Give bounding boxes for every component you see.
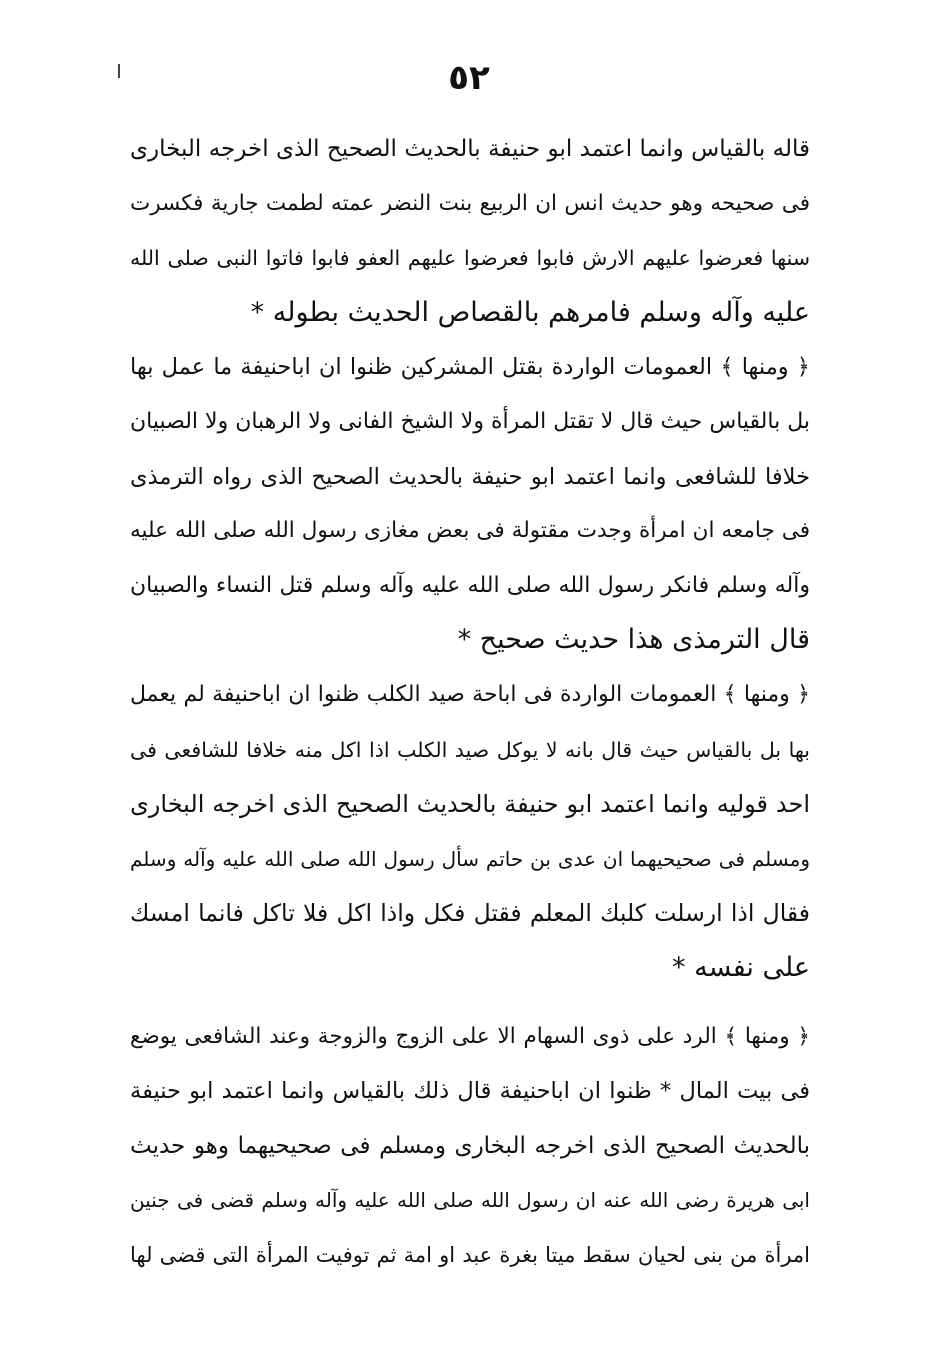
text-line: بها بل بالقياس حيث قال بانه لا يوكل صيد الكلب اذا اكل منه خلافا للشافعى فى bbox=[130, 737, 810, 762]
text-line: خلافا للشافعى وانما اعتمد ابو حنيفة بالحديث الصحيح الذى رواه الترمذى bbox=[130, 463, 810, 490]
text-line: وآله وسلم فانكر رسول الله صلى الله عليه وآله وسلم قتل النساء والصبيان bbox=[130, 572, 810, 598]
paragraph-gap bbox=[130, 996, 810, 1010]
text-line: فى بيت المال * ظنوا ان اباحنيفة قال ذلك بالقياس وانما اعتمد ابو حنيفة bbox=[130, 1078, 810, 1105]
text-line: عليه وآله وسلم فامرهم بالقصاص الحديث بطوله * bbox=[250, 296, 810, 328]
text-line: بالحديث الصحيح الذى اخرجه البخارى ومسلم فى صحيحيهما وهو حديث bbox=[130, 1132, 810, 1159]
text-line: احد قوليه وانما اعتمد ابو حنيفة بالحديث الصحيح الذى اخرجه البخارى bbox=[130, 790, 810, 819]
text-line: امرأة من بنى لحيان سقط ميتا بغرة عبد او امة ثم توفيت المرأة التى قضى لها bbox=[130, 1242, 810, 1267]
body-text bbox=[130, 122, 810, 1282]
text-line: سنها فعرضوا عليهم الارش فابوا فعرضوا عليهم العفو فابوا فاتوا النبى صلى الله bbox=[130, 246, 810, 271]
text-line: على نفسه * bbox=[672, 951, 810, 983]
text-line: قاله بالقياس وانما اعتمد ابو حنيفة بالحديث الصحيح الذى اخرجه البخارى bbox=[130, 136, 810, 162]
text-line: فى جامعه ان امرأة وجدت مقتولة فى بعض مغازى رسول الله صلى الله عليه bbox=[130, 518, 810, 544]
text-line: فى صحيحه وهو حديث انس ان الربيع بنت النضر عمته لطمت جارية فكسرت bbox=[130, 190, 810, 216]
text-line: ﴿ ومنها ﴾ الرد على ذوى السهام الا على الزوج والزوجة وعند الشافعى يوضع bbox=[130, 1023, 810, 1049]
text-line: ﴿ ومنها ﴾ العمومات الواردة فى اباحة صيد الكلب ظنوا ان اباحنيفة لم يعمل bbox=[130, 681, 810, 707]
text-line: ﴿ ومنها ﴾ العمومات الواردة بقتل المشركين ظنوا ان اباحنيفة ما عمل بها bbox=[130, 354, 810, 381]
text-line: فقال اذا ارسلت كلبك المعلم فقتل فكل واذا اكل فلا تاكل فانما امسك bbox=[130, 899, 810, 928]
text-line: ابى هريرة رضى الله عنه ان رسول الله صلى الله عليه وآله وسلم قضى فى جنين bbox=[130, 1188, 810, 1213]
text-line: قال الترمذى هذا حديث صحيح * bbox=[457, 624, 810, 656]
page-number: ٥٢ bbox=[448, 58, 490, 98]
text-line: بل بالقياس حيث قال لا تقتل المرأة ولا الشيخ الفانى ولا الرهبان ولا الصبيان bbox=[130, 408, 810, 434]
text-line: ومسلم فى صحيحيهما ان عدى بن حاتم سأل رسول الله صلى الله عليه وآله وسلم bbox=[130, 846, 810, 871]
